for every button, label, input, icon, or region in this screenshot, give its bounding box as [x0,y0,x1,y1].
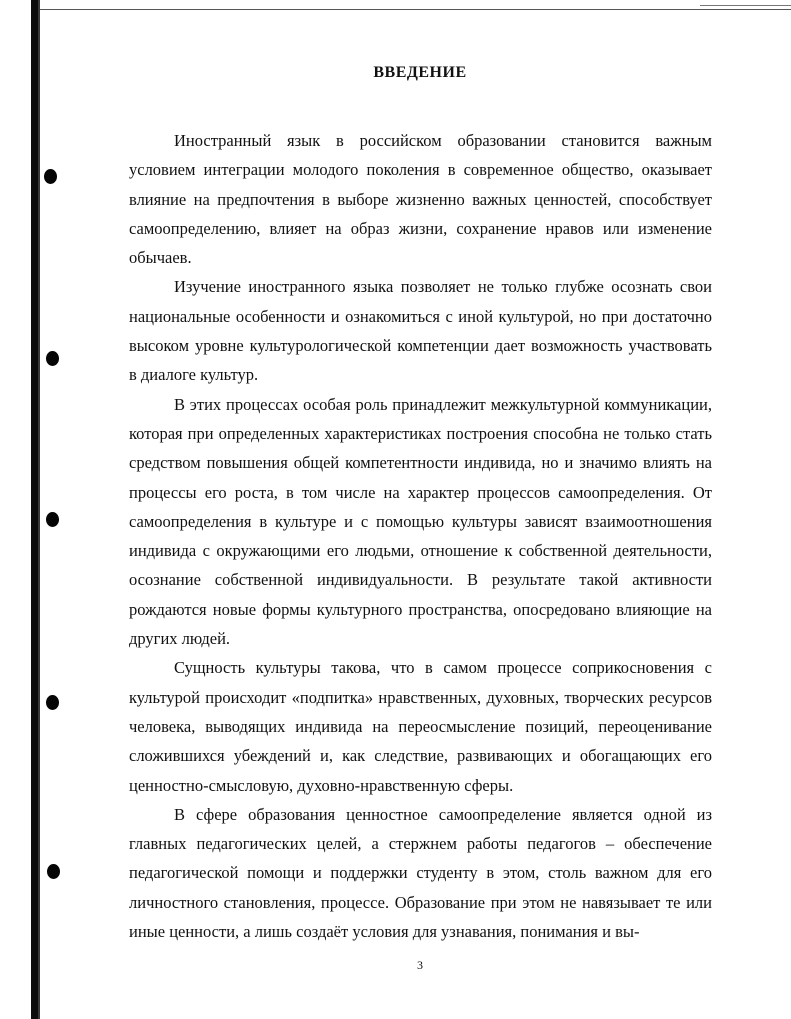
paragraph: В этих процессах особая роль принадлежит межкультурной коммуникации, которая при определенных характеристиках построения способна не только стать средством повышения общей компетентности индивида, но и значимо влиять на процессы его роста, в том числе на характер процессов самоопределения. От самоопределения в культуре и с помощью культуры зависят взаимоотношения индивида с окружающими его людьми, отношение к собственной деятельности, осознание собственной индивидуальности. В результате такой активности рождаются новые формы культурного пространства, опосредовано влияющие на других людей. [129,394,712,649]
binder-hole-mark [46,351,59,366]
scan-left-edge-bar [31,0,38,1019]
page-number: 3 [417,958,423,972]
paragraph: Иностранный язык в российском образовании становится важным условием интеграции молодого поколения в современное общество, оказывает влияние на предпочтения в выборе жизненно важных ценностей, способствует самоопределению, влияет на образ жизни, сохранение нравов или изменение обычаев. [129,131,712,268]
body-text [129,126,712,946]
binder-hole-mark [46,512,59,527]
binder-hole-mark [46,695,59,710]
binder-hole-mark [44,169,57,184]
scan-top-edge-line [31,9,791,10]
binder-hole-mark [47,864,60,879]
paragraph: Сущность культуры такова, что в самом процессе соприкосновения с культурой происходит «подпитка» нравственных, духовных, творческих ресурсов человека, выводящих индивида на переосмысление позиций, переоценивание сложившихся убеждений и, как следствие, развивающих и обогащающих его ценностно-смысловую, духовно-нравственную сферы. [129,658,712,795]
paragraph: В сфере образования ценностное самоопределение является одной из главных педагогических целей, а стержнем работы педагогов – обеспечение педагогической помощи и поддержки студенту в этом, столь важном для его личностного становления, процессе. Образование при этом не навязывает те или иные ценности, а лишь создаёт условия для узнавания, понимания и вы- [129,804,712,942]
page-title: ВВЕДЕНИЕ [373,64,467,81]
scan-left-edge-shadow [38,0,40,1019]
paragraph: Изучение иностранного языка позволяет не только глубже осознать свои национальные особенности и ознакомиться с иной культурой, но при достаточно высоком уровне культурологической компетенции дает возможность участвовать в диалоге культур. [129,277,712,385]
scan-top-edge-mark [700,5,791,6]
